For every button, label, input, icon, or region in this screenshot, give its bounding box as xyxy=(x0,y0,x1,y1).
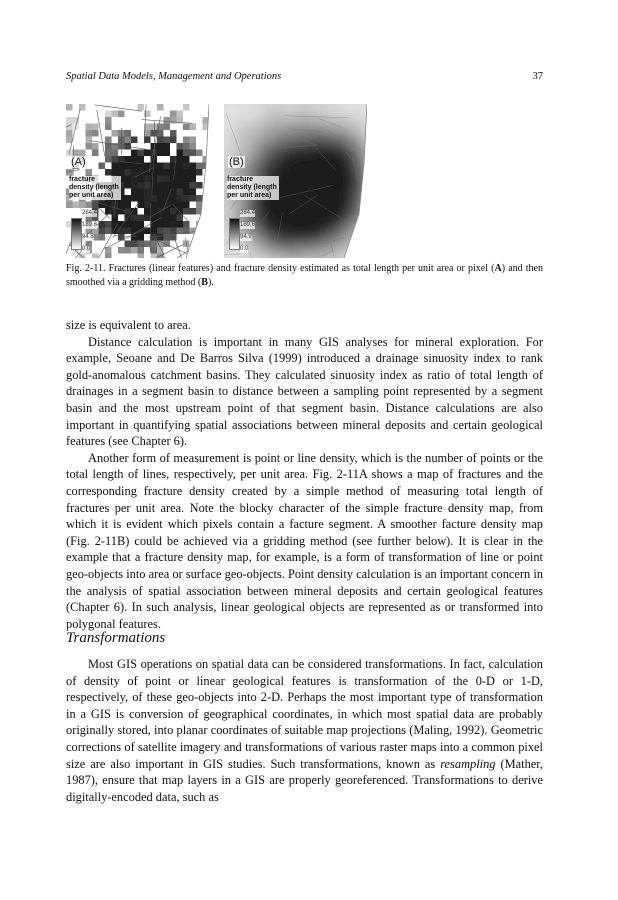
density-cell xyxy=(144,189,151,196)
legend-gradient-a xyxy=(71,218,82,250)
density-cell xyxy=(177,208,184,215)
density-cell xyxy=(131,189,138,196)
density-cell xyxy=(177,195,184,202)
density-cell xyxy=(151,143,158,150)
density-cell xyxy=(164,137,171,144)
density-cell xyxy=(157,189,164,196)
paragraph-transformations xyxy=(66,656,543,805)
density-cell xyxy=(164,163,171,170)
body-text-upper xyxy=(66,317,543,632)
density-cell xyxy=(144,241,151,248)
density-cell xyxy=(131,169,138,176)
figure-2-11 xyxy=(66,98,543,263)
density-cell xyxy=(118,111,125,118)
density-cell xyxy=(164,124,171,131)
density-cell xyxy=(112,111,119,118)
density-cell xyxy=(196,195,203,202)
density-cell xyxy=(190,176,197,183)
density-cell xyxy=(157,182,164,189)
density-cell xyxy=(105,117,112,124)
density-cell xyxy=(125,228,132,235)
density-cell xyxy=(138,176,145,183)
density-cell xyxy=(177,143,184,150)
panel-label-a: (A) xyxy=(71,156,86,168)
density-cell xyxy=(66,104,73,111)
density-cell xyxy=(112,150,119,157)
density-cell xyxy=(190,169,197,176)
legend-tick-a-min: 0.0 xyxy=(82,246,91,252)
density-cell xyxy=(157,169,164,176)
density-cell xyxy=(125,202,132,209)
density-cell xyxy=(157,228,164,235)
density-cell xyxy=(105,137,112,144)
figure-caption xyxy=(66,262,543,290)
caption-bold-a: A xyxy=(494,263,502,274)
density-cell xyxy=(157,195,164,202)
density-cell xyxy=(66,117,73,124)
density-cell xyxy=(164,189,171,196)
density-cell xyxy=(118,247,125,254)
density-cell xyxy=(138,254,145,259)
density-cell xyxy=(183,137,190,144)
density-cell xyxy=(125,247,132,254)
density-cell xyxy=(157,143,164,150)
density-cell xyxy=(177,221,184,228)
running-head-title: Spatial Data Models, Management and Operations xyxy=(66,71,282,82)
density-cell xyxy=(170,111,177,118)
density-cell xyxy=(118,169,125,176)
density-cell xyxy=(157,247,164,254)
density-cell xyxy=(92,143,99,150)
density-cell xyxy=(183,189,190,196)
density-cell xyxy=(138,221,145,228)
density-cell xyxy=(144,208,151,215)
running-head xyxy=(66,71,543,82)
density-cell xyxy=(86,169,93,176)
density-cell xyxy=(183,208,190,215)
density-cell xyxy=(170,176,177,183)
density-cell xyxy=(138,202,145,209)
density-cell xyxy=(125,156,132,163)
caption-text-3: ). xyxy=(207,277,214,288)
density-cell xyxy=(190,143,197,150)
density-cell xyxy=(151,182,158,189)
density-cell xyxy=(170,137,177,144)
density-cell xyxy=(183,176,190,183)
density-cell xyxy=(151,215,158,222)
legend-tick-a-2: 189.6 xyxy=(82,222,98,228)
legend-title-a: fracture density (length per unit area) xyxy=(69,176,121,200)
legend-tick-b-2: 189.6 xyxy=(240,222,256,228)
density-cell xyxy=(151,130,158,137)
density-cell xyxy=(112,130,119,137)
density-cell xyxy=(131,215,138,222)
density-cell xyxy=(138,189,145,196)
density-cell xyxy=(105,254,112,259)
density-cell xyxy=(131,182,138,189)
density-cell xyxy=(138,247,145,254)
density-cell xyxy=(105,156,112,163)
density-cell xyxy=(105,221,112,228)
density-cell xyxy=(105,228,112,235)
density-cell xyxy=(112,215,119,222)
density-cell xyxy=(157,104,164,111)
density-cell xyxy=(151,241,158,248)
legend-gradient-b xyxy=(229,218,240,250)
density-cell xyxy=(144,182,151,189)
density-cell xyxy=(105,150,112,157)
density-cell xyxy=(183,182,190,189)
density-cell xyxy=(105,208,112,215)
density-cell xyxy=(79,202,86,209)
body-text-lower xyxy=(66,656,543,805)
density-cell xyxy=(151,254,158,259)
density-cell xyxy=(196,182,203,189)
density-cell xyxy=(183,221,190,228)
density-cell xyxy=(164,215,171,222)
density-cell xyxy=(125,241,132,248)
density-cell xyxy=(177,176,184,183)
density-cell xyxy=(170,208,177,215)
density-cell xyxy=(183,195,190,202)
legend-tick-a-3: 94.8 xyxy=(82,234,94,240)
density-cell xyxy=(73,202,80,209)
density-cell xyxy=(131,137,138,144)
density-cell xyxy=(196,150,203,157)
density-cell xyxy=(190,124,197,131)
density-cell xyxy=(157,163,164,170)
fracture-line xyxy=(95,105,142,111)
density-cell xyxy=(157,202,164,209)
density-cell xyxy=(170,182,177,189)
density-cell xyxy=(177,202,184,209)
density-cell xyxy=(183,104,190,111)
density-cell xyxy=(177,163,184,170)
density-cell xyxy=(131,241,138,248)
fracture-density-map-b xyxy=(224,104,367,258)
density-cell xyxy=(151,195,158,202)
density-cell xyxy=(144,111,151,118)
density-cell xyxy=(190,150,197,157)
density-cell xyxy=(79,254,86,259)
caption-text-1: Fig. 2-11. Fractures (linear features) and fracture density estimated as total length per unit area or pixel ( xyxy=(66,263,495,274)
density-cell xyxy=(170,195,177,202)
density-cell xyxy=(151,124,158,131)
density-cell xyxy=(183,143,190,150)
density-cell xyxy=(131,195,138,202)
density-cell xyxy=(125,169,132,176)
density-cell xyxy=(183,124,190,131)
section-heading: Transformations xyxy=(66,630,166,646)
density-cell xyxy=(131,156,138,163)
density-cell xyxy=(138,195,145,202)
density-cell xyxy=(157,150,164,157)
density-cell xyxy=(183,202,190,209)
density-cell xyxy=(86,143,93,150)
density-cell xyxy=(144,176,151,183)
density-cell xyxy=(66,202,73,209)
density-cell xyxy=(118,202,125,209)
density-cell xyxy=(86,130,93,137)
density-cell xyxy=(112,156,119,163)
density-cell xyxy=(164,143,171,150)
density-cell xyxy=(131,163,138,170)
page-number: 37 xyxy=(532,71,543,82)
density-cell xyxy=(125,221,132,228)
density-cell xyxy=(170,169,177,176)
density-cell xyxy=(164,182,171,189)
density-cell xyxy=(151,202,158,209)
density-cell xyxy=(92,150,99,157)
density-cell xyxy=(170,221,177,228)
density-cell xyxy=(157,176,164,183)
legend-tick-b-max: 284.4 xyxy=(240,210,256,216)
density-cell xyxy=(144,163,151,170)
density-cell xyxy=(138,234,145,241)
density-cell xyxy=(170,215,177,222)
density-cell xyxy=(131,221,138,228)
density-cell xyxy=(164,169,171,176)
caption-bold-b: B xyxy=(201,277,208,288)
density-cell xyxy=(164,150,171,157)
density-cell xyxy=(118,163,125,170)
density-cell xyxy=(190,163,197,170)
density-cell xyxy=(144,137,151,144)
density-cell xyxy=(170,130,177,137)
density-cell xyxy=(151,189,158,196)
density-cell xyxy=(99,163,106,170)
density-cell xyxy=(183,169,190,176)
density-cell xyxy=(190,195,197,202)
density-cell xyxy=(170,228,177,235)
density-cell xyxy=(144,150,151,157)
density-cell xyxy=(164,176,171,183)
density-cell xyxy=(99,228,106,235)
density-cell xyxy=(66,130,73,137)
density-cell xyxy=(177,215,184,222)
density-cell xyxy=(177,182,184,189)
density-cell xyxy=(177,169,184,176)
density-cell xyxy=(92,124,99,131)
density-cell xyxy=(92,130,99,137)
density-cell xyxy=(151,169,158,176)
density-cell xyxy=(138,169,145,176)
density-cell xyxy=(138,104,145,111)
density-cell xyxy=(112,169,119,176)
density-cell xyxy=(125,195,132,202)
paragraph-transformations-text-a: Most GIS operations on spatial data can be considered transformations. In fact, calculation of density of point or linear geological features is transformation of the 0-D or 1-D, respectively, of these geo-objects into 2-D. Perhaps the most important type of transformation in a GIS is conversion of geographical coordinates, in which most spatial data are probably originally stored, into planar coordinates of suitable map projections (Maling, 1992). Geometric corrections of satellite imagery and transformations of various raster maps into a common pixel size are also important in GIS studies. Such transformations, known as xyxy=(66,657,543,771)
density-cell xyxy=(190,208,197,215)
density-cell xyxy=(157,221,164,228)
legend-tick-b-3: 94.9 xyxy=(240,234,252,240)
density-cell xyxy=(190,182,197,189)
density-cell xyxy=(183,156,190,163)
density-cell xyxy=(164,221,171,228)
density-cell xyxy=(157,137,164,144)
density-cell xyxy=(125,137,132,144)
density-cell xyxy=(138,150,145,157)
density-cell xyxy=(183,163,190,170)
density-cell xyxy=(105,124,112,131)
density-cell xyxy=(105,111,112,118)
fracture-density-map-a xyxy=(66,104,209,258)
paragraph-continued: size is equivalent to area. xyxy=(66,318,191,332)
fracture-line xyxy=(162,255,178,258)
density-cell xyxy=(144,195,151,202)
panel-label-b: (B) xyxy=(229,156,244,168)
density-cell xyxy=(177,189,184,196)
density-cell xyxy=(86,202,93,209)
density-cell xyxy=(151,228,158,235)
density-cell xyxy=(177,111,184,118)
density-cell xyxy=(144,215,151,222)
caption-text-2: ) and then smoothed via a gridding method ( xyxy=(66,263,543,288)
density-cell xyxy=(190,137,197,144)
density-cell xyxy=(131,247,138,254)
density-cell xyxy=(86,124,93,131)
density-cell xyxy=(177,150,184,157)
density-cell xyxy=(131,150,138,157)
legend-title-b: fracture density (length per unit area) xyxy=(227,176,279,200)
density-cell xyxy=(99,234,106,241)
density-cell xyxy=(125,163,132,170)
density-cell xyxy=(138,215,145,222)
density-cell xyxy=(105,202,112,209)
density-cell xyxy=(105,169,112,176)
density-cell xyxy=(151,176,158,183)
density-cell xyxy=(125,130,132,137)
density-cell xyxy=(196,169,203,176)
density-cell xyxy=(86,137,93,144)
paragraph-density: Another form of measurement is point or line density, which is the number of points or the total length of lines, respectively, per unit area. Fig. 2-11A shows a map of fractures and the corresponding fracture density created by a simple method of measuring total length of fractures per unit area. Note the blocky character of the simple fracture density map, from which it is evident which pixels contain a facture segment. A smoother facture density map (Fig. 2-11B) could be achieved via a gridding method (see further below). It is clear in the example that a fracture density map, for example, is a form of transformation of line or point geo-objects into area or surface geo-objects. Point density calculation is an important concern in the analysis of spatial association between mineral deposits and certain geological features (Chapter 6). In such analysis, linear geological objects are represented as or transformed into polygonal features. xyxy=(66,450,543,631)
density-cell xyxy=(144,228,151,235)
density-cell xyxy=(112,163,119,170)
resampling-term: resampling xyxy=(440,756,496,771)
legend-tick-a-max: 284.4 xyxy=(82,210,98,216)
density-cell xyxy=(144,202,151,209)
density-cell xyxy=(183,150,190,157)
density-cell xyxy=(177,156,184,163)
density-cell xyxy=(157,130,164,137)
density-cell xyxy=(125,182,132,189)
legend-tick-b-min: 0.0 xyxy=(240,246,249,252)
density-cell xyxy=(151,163,158,170)
density-cell xyxy=(125,176,132,183)
paragraph-distance: Distance calculation is important in many GIS analyses for mineral exploration. For example, Seoane and De Barros Silva (1999) introduced a drainage sinuosity index to rank gold-anomalous catchment basins. They calculated sinuosity index as ratio of total length of drainages in a segment basin to distance between a sampling point represented by a segment basin and the most upstream point of that segment basin. Distance calculations are also important in quantifying spatial associations between mineral deposits and certain geological features (see Chapter 6). xyxy=(66,334,543,449)
density-cell xyxy=(99,221,106,228)
density-cell xyxy=(138,156,145,163)
density-cell xyxy=(66,137,73,144)
density-cell xyxy=(190,189,197,196)
density-cell xyxy=(164,228,171,235)
density-cell xyxy=(196,163,203,170)
density-cell xyxy=(151,247,158,254)
density-cell xyxy=(157,234,164,241)
density-cell xyxy=(92,254,99,259)
density-cell xyxy=(138,182,145,189)
density-cell xyxy=(118,228,125,235)
paragraph-transformations-text-b: (Mather, 1987), ensure that map layers in a GIS are properly georeferenced. Transformations to derive digitally-encoded data, such as xyxy=(66,756,543,804)
density-cell xyxy=(164,117,171,124)
density-cell xyxy=(138,241,145,248)
density-cell xyxy=(170,117,177,124)
